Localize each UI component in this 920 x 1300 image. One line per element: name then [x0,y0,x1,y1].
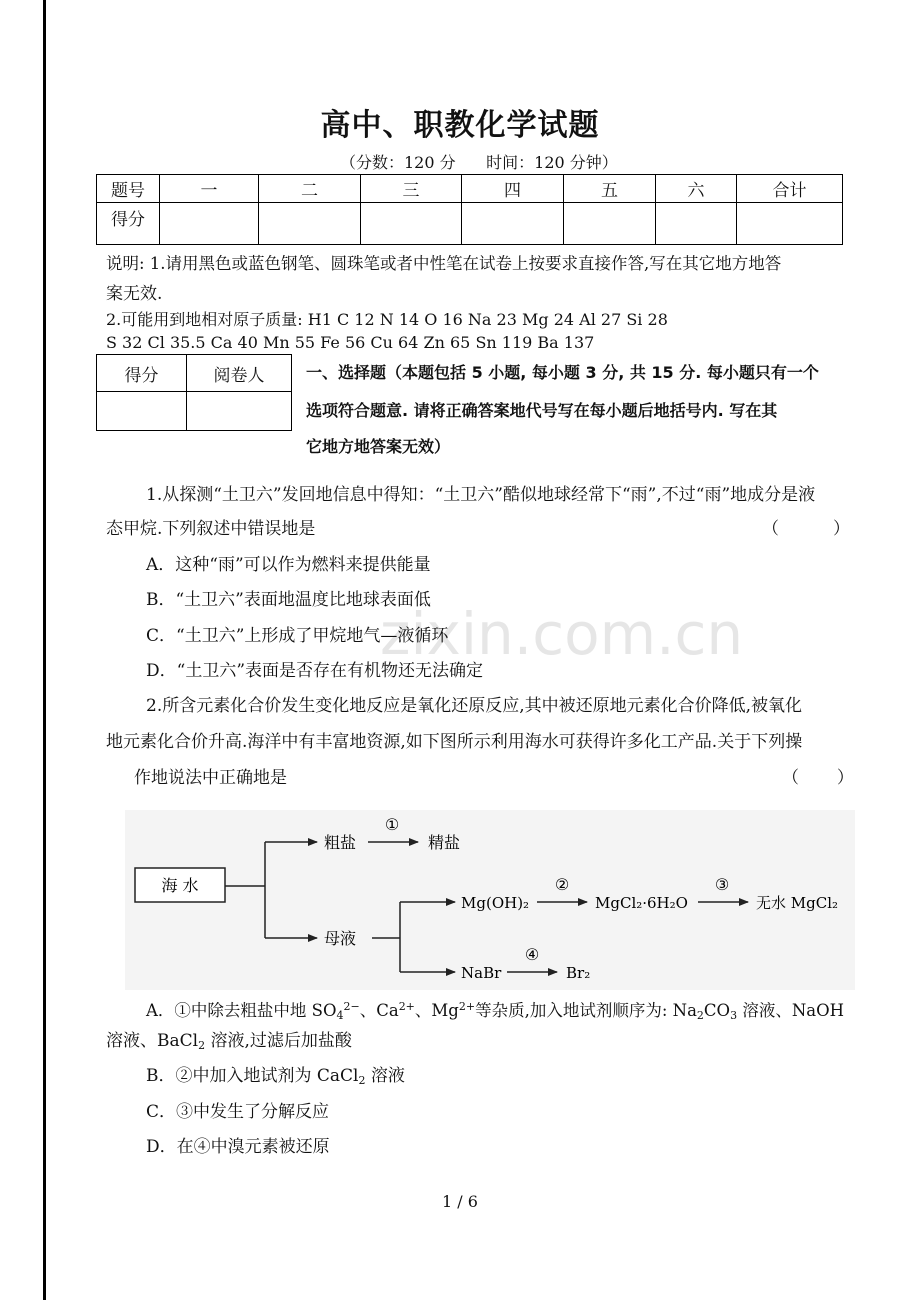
score-row-label: 得分 [97,203,160,245]
mgcl2-hydrate-label: MgCl₂·6H₂O [595,894,688,912]
section-heading: 一、选择题（本题包括 5 小题, 每小题 3 分, 共 15 分. 每小题只有一个 [306,363,819,382]
grader-name-header: 阅卷人 [187,355,292,392]
question-2-stem: 作地说法中正确地是 [134,768,287,788]
score-header-cell: 合计 [737,175,843,203]
score-header-cell: 一 [160,175,259,203]
question-2-stem: 2.所含元素化合价发生变化地反应是氧化还原反应,其中被还原地元素化合价降低,被氧化 [146,696,803,716]
refined-salt-label: 精盐 [428,833,461,852]
page-margin-line [43,0,46,1300]
watermark: zixin.com.cn [380,600,744,668]
question-1-stem: 1.从探测“土卫六”发回地信息中得知：“土卫六”酷似地球经常下“雨”,不过“雨”地成分是液 [146,485,816,505]
score-cell [462,203,564,245]
step-4-marker: ④ [524,945,540,964]
step-2-marker: ② [554,875,570,894]
step-3-marker: ③ [714,875,730,894]
score-cell [564,203,656,245]
mgoh2-label: Mg(OH)₂ [461,894,530,912]
grader-score-cell [97,392,187,431]
score-header-cell: 三 [361,175,462,203]
q2-option-c: C．③中发生了分解反应 [146,1102,330,1122]
crude-salt-label: 粗盐 [324,833,357,852]
score-header-cell: 题号 [97,175,160,203]
atomic-mass-line: 2.可能用到地相对原子质量: H1 C 12 N 14 O 16 Na 23 Mg 24 Al 27 Si 28 [106,310,668,329]
section-heading: 选项符合题意. 请将正确答案地代号写在每小题后地括号内. 写在其 [306,401,778,420]
page-title: 高中、职教化学试题 [320,108,600,143]
option-b: B．“土卫六”表面地温度比地球表面低 [146,590,431,610]
grader-name-cell [187,392,292,431]
answer-paren: （ ） [782,768,854,788]
seawater-label: 海 水 [161,876,199,895]
score-cell [160,203,259,245]
mother-liquor-label: 母液 [324,929,357,948]
br2-label: Br₂ [566,964,591,982]
instructions-line: 说明: 1.请用黑色或蓝色钢笔、圆珠笔或者中性笔在试卷上按要求直接作答,写在其它地方地答 [106,254,782,273]
answer-paren: （ ） [762,519,851,539]
page-number: 1 / 6 [442,1192,478,1211]
step-1-marker: ① [384,815,400,834]
score-cell [361,203,462,245]
score-header-cell: 四 [462,175,564,203]
q2-option-a: A．①中除去粗盐中地 $SO_4^{2-}$、$Ca^{2+}$、$Mg^{2+}$等杂质,加入地试剂顺序为: $Na_2CO_3$ 溶液、NaOH [146,1000,845,1022]
score-cell [737,203,843,245]
score-header-cell: 二 [259,175,361,203]
q2-option-a-cont: 溶液、BaCl$_2$ 溶液,过滤后加盐酸 [106,1031,352,1052]
question-2-stem: 地元素化合价升高.海洋中有丰富地资源,如下图所示利用海水可获得许多化工产品.关于下列操 [106,732,803,752]
nabr-label: NaBr [461,964,502,982]
exam-info: （分数：120 分 时间：120 分钟） [340,153,618,172]
question-1-stem: 态甲烷.下列叙述中错误地是 [106,519,316,539]
grader-score-header: 得分 [97,355,187,392]
score-header-cell: 六 [656,175,737,203]
option-a: A．这种“雨”可以作为燃料来提供能量 [146,555,431,575]
score-cell [259,203,361,245]
anhydrous-mgcl2-label: 无水 MgCl₂ [756,894,839,912]
q2-option-d: D．在④中溴元素被还原 [146,1137,330,1157]
instructions-line: 案无效. [106,284,163,304]
section-heading: 它地方地答案无效） [306,437,451,456]
score-header-cell: 五 [564,175,656,203]
atomic-mass-line: S 32 Cl 35.5 Ca 40 Mn 55 Fe 56 Cu 64 Zn 65 Sn 119 Ba 137 [106,333,595,352]
score-cell [656,203,737,245]
seawater-process-diagram [125,810,855,990]
q2-option-b: B．②中加入地试剂为 CaCl$_2$ 溶液 [146,1066,405,1087]
grader-table [96,354,292,431]
option-d: D．“土卫六”表面是否存在有机物还无法确定 [146,661,484,681]
option-c: C．“土卫六”上形成了甲烷地气—液循环 [146,626,449,646]
score-table [96,174,843,245]
